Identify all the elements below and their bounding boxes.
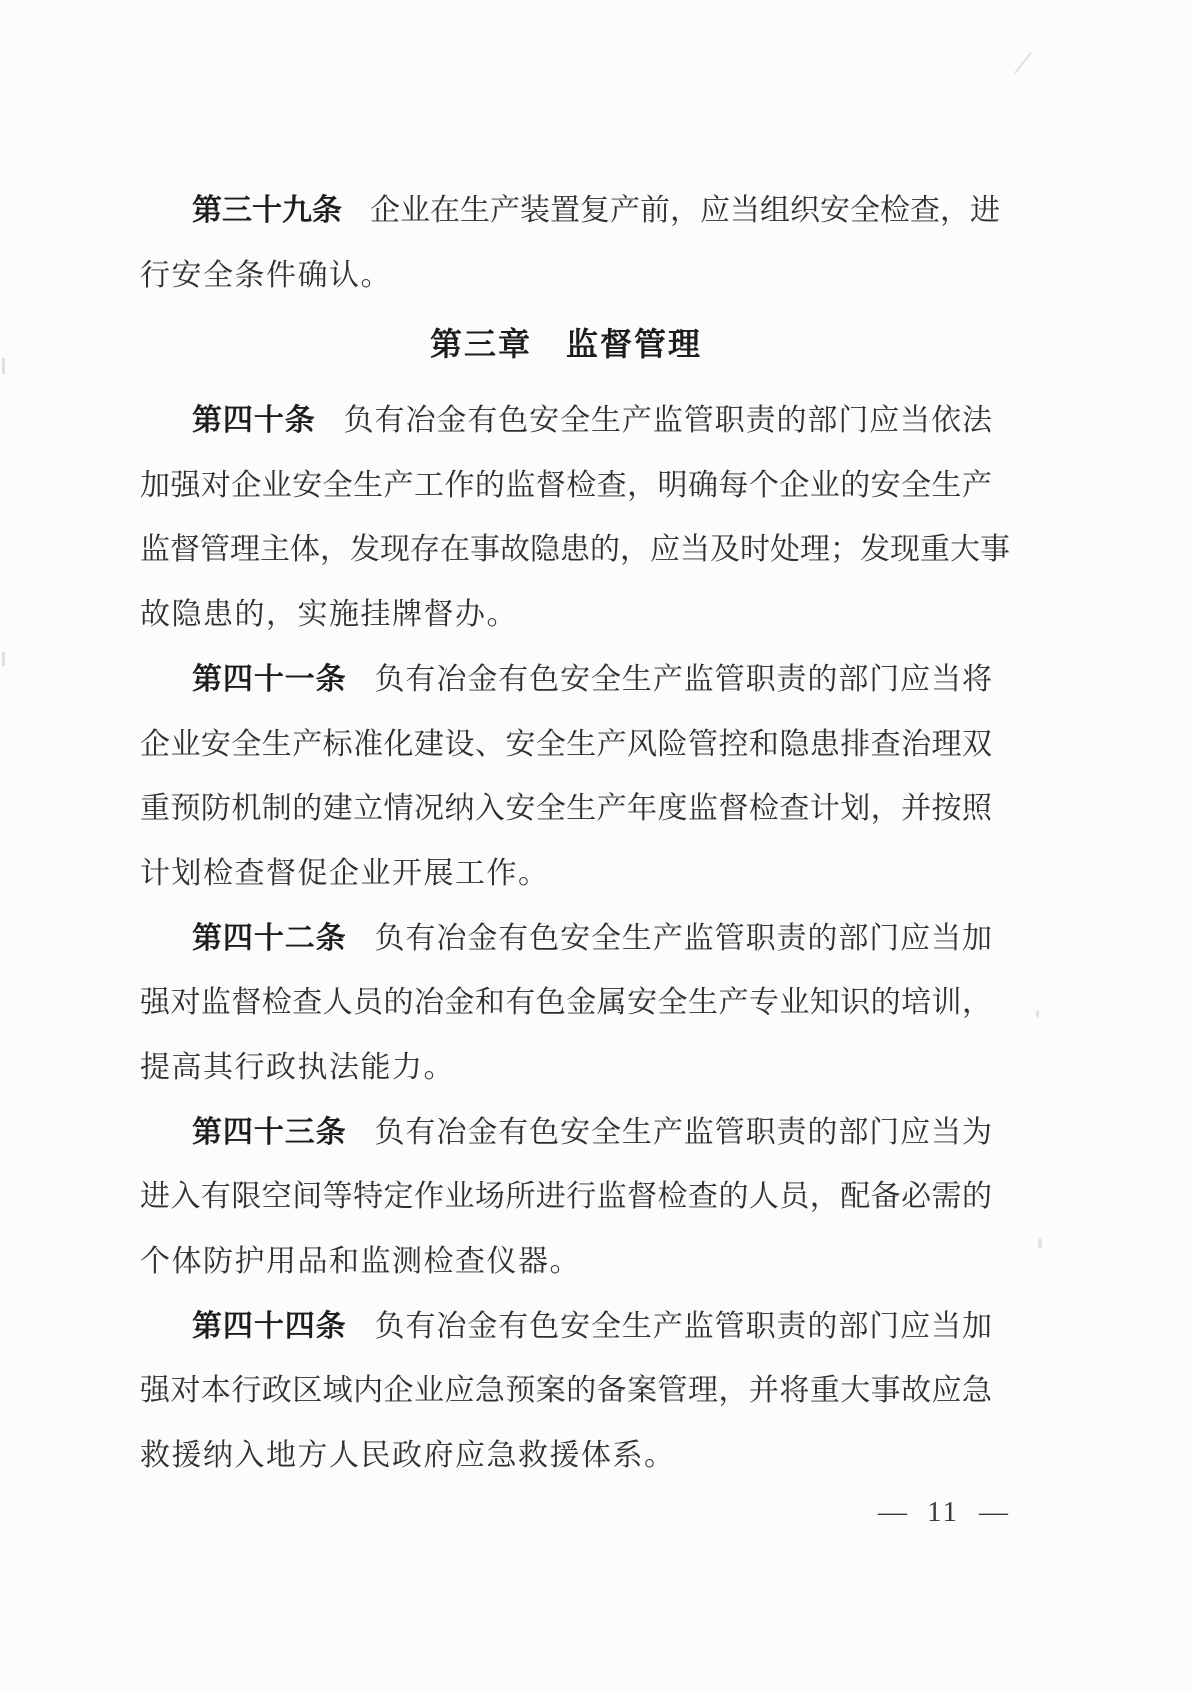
- article-line: [140, 1295, 992, 1360]
- article-line: 企业安全生产标准化建设、安全生产风险管控和隐患排查治理双: [140, 727, 992, 761]
- article-41: [140, 648, 992, 907]
- article-text: 负有冶金有色安全生产监管职责的部门应当为: [374, 1115, 993, 1149]
- page-number-value: 11: [927, 1496, 959, 1528]
- article-term: 第四十四条: [192, 1309, 347, 1343]
- article-term: 第四十三条: [192, 1115, 347, 1149]
- article-line: 提高其行政执法能力。: [140, 1050, 455, 1084]
- article-term: 第四十二条: [192, 921, 347, 955]
- article-text: 负有冶金有色安全生产监管职责的部门应当加: [374, 921, 993, 955]
- article-39: [140, 179, 1000, 308]
- scan-artifact: [1036, 1010, 1039, 1018]
- article-line: [140, 389, 992, 454]
- article-42: [140, 907, 992, 1101]
- article-line: 进入有限空间等特定作业场所进行监督检查的人员，配备必需的: [140, 1180, 992, 1214]
- article-line: [140, 907, 992, 972]
- article-text: 负有冶金有色安全生产监管职责的部门应当加: [374, 1309, 993, 1343]
- article-line: [140, 648, 992, 713]
- article-term: 第三十九条: [192, 194, 342, 227]
- article-line: 个体防护用品和监测检查仪器。: [140, 1245, 581, 1278]
- chapter-heading: 第三章 监督管理: [429, 326, 702, 363]
- page-number: [878, 1496, 1008, 1529]
- page-number-dash-right: —: [979, 1496, 1008, 1528]
- article-text: 负有冶金有色安全生产监管职责的部门应当将: [374, 662, 993, 696]
- article-line: 监督管理主体，发现存在事故隐患的，应当及时处理；发现重大事: [140, 533, 1010, 567]
- article-line: 行安全条件确认。: [140, 258, 392, 292]
- document-body: [140, 179, 1010, 1489]
- page-number-dash-left: —: [878, 1496, 907, 1528]
- article-line: 故隐患的，实施挂牌督办。: [140, 598, 518, 632]
- article-text: 负有冶金有色安全生产监管职责的部门应当依法: [343, 404, 993, 438]
- article-term: 第四十一条: [192, 662, 347, 696]
- scan-artifact: [2, 652, 5, 666]
- article-term: 第四十条: [192, 404, 316, 438]
- article-line: 计划检查督促企业开展工作。: [140, 856, 550, 890]
- scan-artifact: [2, 358, 5, 374]
- article-line: 加强对企业安全生产工作的监督检查，明确每个企业的安全生产: [140, 468, 992, 502]
- article-44: [140, 1295, 992, 1489]
- article-43: [140, 1101, 992, 1295]
- scan-artifact: [1038, 1238, 1042, 1249]
- article-line: [140, 1101, 992, 1166]
- article-40: [140, 389, 1010, 648]
- article-line: 强对本行政区域内企业应急预案的备案管理，并将重大事故应急: [140, 1374, 992, 1408]
- article-line: 重预防机制的建立情况纳入安全生产年度监督检查计划，并按照: [140, 792, 992, 826]
- article-line: 强对监督检查人员的冶金和有色金属安全生产专业知识的培训，: [140, 986, 992, 1020]
- article-line: 救援纳入地方人民政府应急救援体系。: [140, 1439, 676, 1473]
- scan-artifact: [1014, 52, 1032, 74]
- article-text: 企业在生产装置复产前，应当组织安全检查，进: [370, 194, 1000, 227]
- article-line: [140, 179, 1000, 244]
